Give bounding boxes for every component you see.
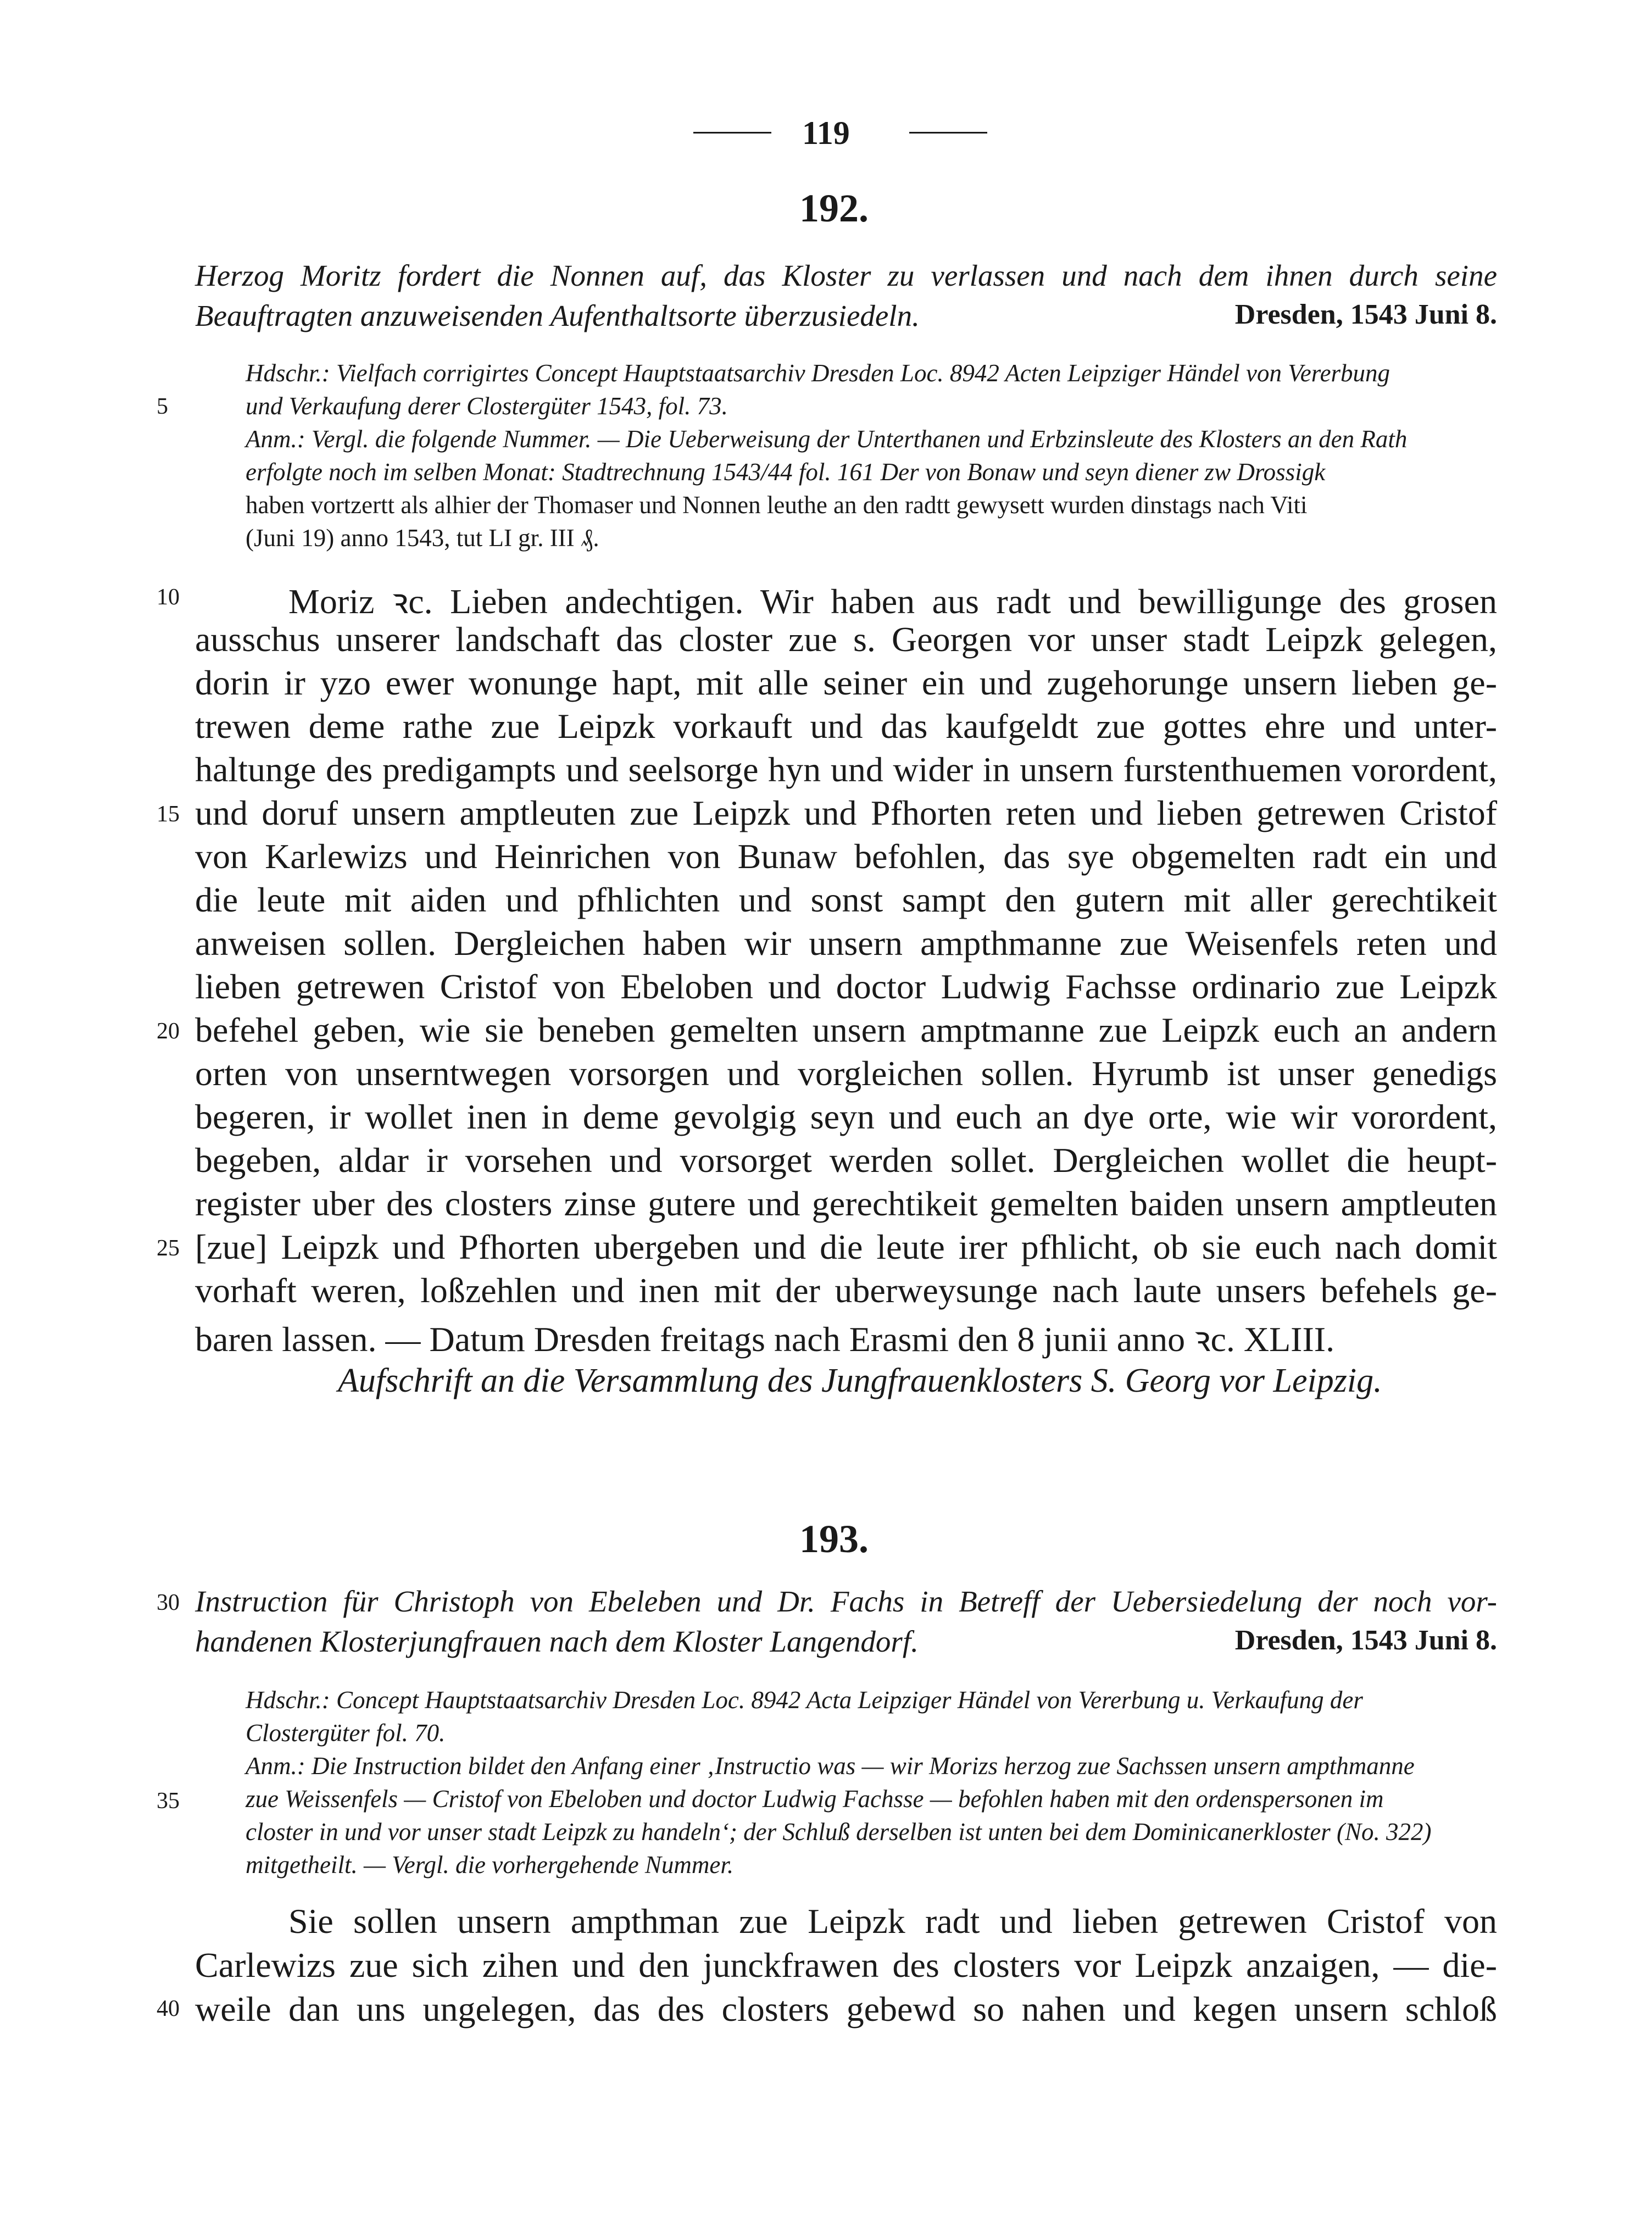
doc-192-note-line: Hdschr.: Vielfach corrigirtes Concept Hauptstaatsarchiv Dresden Loc. 8942 Acten Leipziger Händel von Vererbung: [246, 359, 1390, 387]
margin-line-number: 20: [157, 1019, 180, 1044]
doc-193-body-line: weile dan uns ungelegen, das des closters gebewd so nahen und kegen unsern schloß: [195, 1990, 1497, 2029]
doc-192-body-line: register uber des closters zinse gutere und gerechtikeit gemelten baiden unsern amptleuten: [195, 1184, 1497, 1223]
margin-line-number: 40: [157, 1996, 180, 2021]
doc-192-note-line: Anm.: Vergl. die folgende Nummer. — Die Ueberweisung der Unterthanen und Erbzinsleute des Klosters an den Rath: [246, 425, 1408, 453]
doc-192-heading-text: Beauftragten anzuweisenden Aufenthaltsorte überzusiedeln.: [195, 299, 920, 332]
doc-193-number: 193.: [799, 1517, 869, 1561]
doc-193-note-line: Clostergüter fol. 70.: [246, 1719, 446, 1747]
doc-192-body-line: baren lassen. — Datum Dresden freitags nach Erasmi den 8 junii anno ꝛc. XLIII.: [195, 1320, 1335, 1359]
margin-line-number: 35: [157, 1788, 180, 1814]
page-number-rule-right: [909, 132, 987, 134]
doc-193-note-line: closter in und vor unser stadt Leipzk zu handeln‘; der Schluß derselben ist unten bei dem Dominicanerkloster (No. 322): [246, 1818, 1432, 1846]
margin-line-number: 25: [157, 1236, 180, 1261]
doc-193-heading-line: Instruction für Christoph von Ebeleben und Dr. Fachs in Betreff der Uebersiedelung der noch vor-: [195, 1585, 1497, 1618]
doc-192-body-line: dorin ir yzo ewer wonunge hapt, mit alle seiner ein und zugehorunge unsern lieben ge-: [195, 663, 1497, 702]
doc-192-place-date: Dresden, 1543 Juni 8.: [1234, 299, 1497, 330]
margin-line-number: 10: [157, 585, 180, 610]
doc-193-note-line: Hdschr.: Concept Hauptstaatsarchiv Dresden Loc. 8942 Acta Leipziger Händel von Vererbung u. Verkaufung der: [246, 1686, 1363, 1714]
doc-192-body-line: vorhaft weren, loßzehlen und inen mit der uberweysunge nach laute unsers befehels ge-: [195, 1271, 1497, 1310]
doc-192-heading-line: Herzog Moritz fordert die Nonnen auf, das Kloster zu verlassen und nach dem ihnen durch seine: [195, 259, 1497, 292]
doc-192-body-line: begeben, aldar ir vorsehen und vorsorget werden sollet. Dergleichen wollet die heupt-: [195, 1141, 1497, 1180]
doc-192-body-line: Moriz ꝛc. Lieben andechtigen. Wir haben aus radt und bewilligunge des grosen: [288, 582, 1497, 621]
doc-193-note-line: mitgetheilt. — Vergl. die vorhergehende Nummer.: [246, 1851, 734, 1879]
page-number: 119: [802, 115, 850, 151]
doc-193-body-line: Sie sollen unsern ampthman zue Leipzk radt und lieben getrewen Cristof von: [288, 1902, 1497, 1941]
doc-192-body-line: begeren, ir wollet inen in deme gevolgig seyn und euch an dye orte, wie wir vorordent,: [195, 1097, 1497, 1136]
doc-192-body-line: trewen deme rathe zue Leipzk vorkauft und das kaufgeldt zue gottes ehre und unter-: [195, 707, 1497, 746]
doc-192-body-line: [zue] Leipzk und Pfhorten ubergeben und die leute irer pfhlicht, ob sie euch nach domit: [195, 1227, 1497, 1266]
doc-193-note-line: zue Weissenfels — Cristof von Ebeloben und doctor Ludwig Fachsse — befohlen haben mit den ordenspersonen im: [246, 1785, 1384, 1813]
doc-192-body-line: von Karlewizs und Heinrichen von Bunaw befohlen, das sye obgemelten radt ein und: [195, 837, 1497, 876]
doc-193-heading-text: handenen Klosterjungfrauen nach dem Kloster Langendorf.: [195, 1625, 919, 1658]
doc-192-note-line: und Verkaufung derer Clostergüter 1543, fol. 73.: [246, 392, 728, 420]
doc-192-body-line: befehel geben, wie sie beneben gemelten unsern amptmanne zue Leipzk euch an andern: [195, 1010, 1497, 1049]
doc-192-heading-line: [195, 298, 1497, 333]
doc-193-body-line: Carlewizs zue sich zihen und den junckfrawen des closters vor Leipzk anzaigen, — die-: [195, 1946, 1497, 1985]
margin-line-number: 5: [157, 394, 168, 419]
doc-192-body-line: anweisen sollen. Dergleichen haben wir unsern ampthmanne zue Weisenfels reten und: [195, 924, 1497, 963]
doc-192-number: 192.: [799, 186, 869, 230]
doc-192-body-line: orten von unserntwegen vorsorgen und vorgleichen sollen. Hyrumb ist unser genedigs: [195, 1054, 1497, 1093]
margin-line-number: 15: [157, 802, 180, 827]
doc-192-address: Aufschrift an die Versammlung des Jungfrauenklosters S. Georg vor Leipzig.: [338, 1362, 1382, 1399]
doc-193-note-line: Anm.: Die Instruction bildet den Anfang einer ‚Instructio was — wir Morizs herzog zue Sachssen unsern ampthmanne: [246, 1752, 1415, 1780]
doc-192-body-line: lieben getrewen Cristof von Ebeloben und doctor Ludwig Fachsse ordinario zue Leipzk: [195, 967, 1497, 1006]
doc-193-heading-line: [195, 1624, 1497, 1659]
margin-line-number: 30: [157, 1590, 180, 1615]
doc-192-note-line: erfolgte noch im selben Monat: Stadtrechnung 1543/44 fol. 161 Der von Bonaw und seyn diener zw Drossigk: [246, 458, 1326, 486]
doc-193-place-date: Dresden, 1543 Juni 8.: [1234, 1625, 1497, 1656]
doc-192-note-line: (Juni 19) anno 1543, tut LI gr. III ₰.: [246, 524, 599, 552]
page-number-rule-left: [693, 132, 771, 134]
doc-192-body-line: die leute mit aiden und pfhlichten und sonst sampt den gutern mit aller gerechtikeit: [195, 880, 1497, 919]
doc-192-note-line: haben vortzertt als alhier der Thomaser und Nonnen leuthe an den radtt gewysett wurden dinstags nach Viti: [246, 491, 1308, 519]
doc-192-body-line: und doruf unsern amptleuten zue Leipzk und Pfhorten reten und lieben getrewen Cristof: [195, 793, 1497, 832]
doc-192-body-line: haltunge des predigampts und seelsorge hyn und wider in unsern furstenthuemen vorordent,: [195, 750, 1497, 789]
doc-192-body-line: ausschus unserer landschaft das closter zue s. Georgen vor unser stadt Leipzk gelegen,: [195, 620, 1497, 659]
